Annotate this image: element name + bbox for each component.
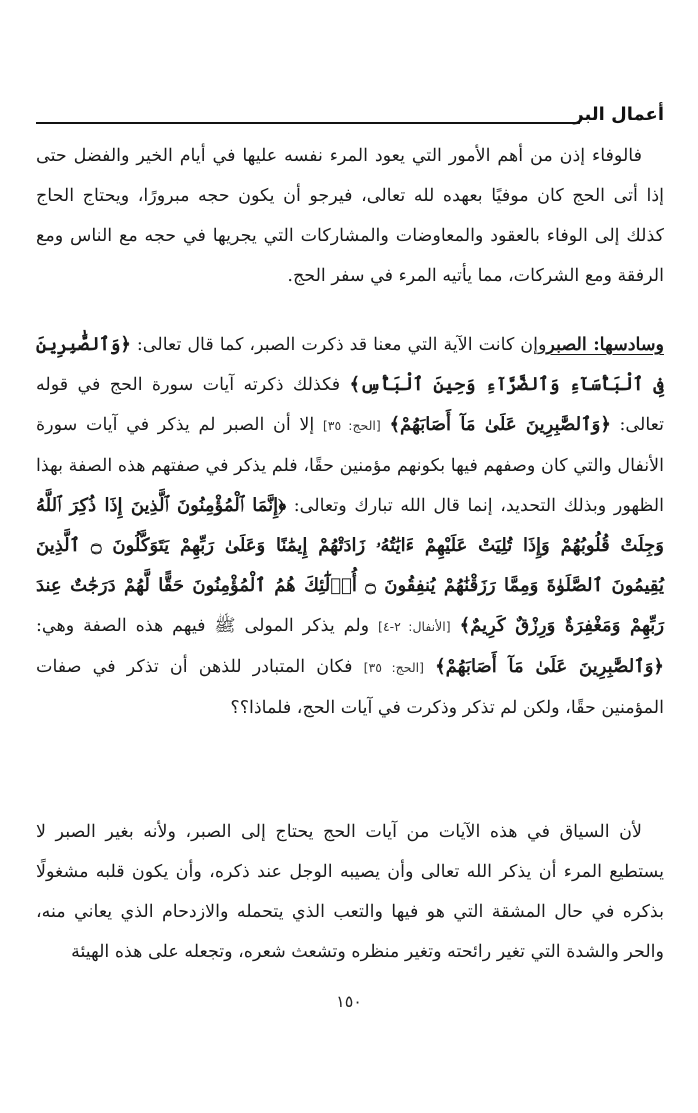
header-rule [36,122,580,124]
verse-reference-3: [الحج: ٣٥] [363,660,424,675]
page-number: ١٥٠ [336,992,362,1011]
paragraph-2-sentence-5: فكان المتبادر للذهن أن تذكر في صفات المؤمنين حقًا، ولكن لم تذكر وذكرت في آيات الحج، فلماذا؟؟ [36,657,664,718]
running-header-title: أعمال البر [573,104,664,125]
paragraph-1-text: فالوفاء إذن من أهم الأمور التي يعود المرء نفسه عليها في أيام الخير والفضل حتى إذا أتى الحج كان موفيًا بعهده لله تعالى، فيرجو أن يكون حجه مبرورًا، ويحتاج الحاج كذلك إلى الوفاء بالعقود والمعاوضات والمشاركات التي يجريها في حجه مع الناس ومع الرفقة ومع الشركات، مما يأتيه المرء في سفر الحج. [36,146,664,286]
paragraph-2-sentence-1: وإن كانت الآية التي معنا قد ذكرت الصبر، كما قال تعالى: [136,335,547,355]
quran-verse-1: ﴿وَٱلصَّٰبِرِينَ فِى ٱلْبَأْسَآءِ وَٱلضَّرَّآءِ وَحِينَ ٱلْبَأْسِ﴾ [36,334,664,395]
verse-reference-1: [الحج: ٣٥] [322,418,381,433]
paragraph-2-sentence-4: ولم يذكر المولى ﷺ فيهم هذه الصفة وهي: [36,616,370,636]
paragraph-2-sentence-2: فكذلك ذكرته آيات سورة الحج في قوله تعالى: [36,375,664,435]
paragraph-3 [36,812,664,972]
paragraph-3-text: لأن السياق في هذه الآيات من آيات الحج يحتاج إلى الصبر، ولأنه بغير الصبر لا يستطيع المرء أن يذكر الله تعالى وأن يصيبه الوجل عند ذكره، وأن يكون قلبه مشغولًا بذكره في حال المشقة التي هو فيها والتعب الذي يتحمله والازدحام الذي يعاني منه، والحر والشدة التي تغير رائحته وتغير منظره وتشعث شعره، وتجعله على هذه الهيئة [36,822,664,962]
quran-verse-2: ﴿وَٱلصَّٰبِرِينَ عَلَىٰ مَآ أَصَابَهُمْ﴾ [389,414,611,435]
section-heading-patience: وسادسها: الصبر [546,335,664,355]
quran-verse-3: ﴿إِنَّمَا ٱلْمُؤْمِنُونَ ٱلَّذِينَ إِذَا ذُكِرَ ٱللَّهُ وَجِلَتْ قُلُوبُهُمْ وَإِذَا تُلِيَتْ عَلَيْهِمْ ءَايَٰتُهُۥ زَادَتْهُمْ إِيمَٰنًا وَعَلَىٰ رَبِّهِمْ يَتَوَكَّلُونَ ۝ ٱلَّذِينَ يُقِيمُونَ ٱلصَّلَوٰةَ وَمِمَّا رَزَقْنَٰهُمْ يُنفِقُونَ ۝ أُو۟لَٰٓئِكَ هُمُ ٱلْمُؤْمِنُونَ حَقًّا لَّهُمْ دَرَجَٰتٌ عِندَ رَبِّهِمْ وَمَغْفِرَةٌ وَرِزْقٌ كَرِيمٌ﴾ [36,495,665,636]
paragraph-2-sentence-3: إلا أن الصبر لم يذكر في آيات سورة الأنفال والتي كان وصفهم فيها بكونهم مؤمنين حقًا، فلم يذكر في صفتهم هذه الصفة بهذا الظهور وبذلك التحديد، إنما قال الله تبارك وتعالى: [36,415,664,516]
verse-reference-2: [الأنفال: ٢-٤] [378,619,451,634]
paragraph-1 [36,136,664,296]
running-header [36,98,664,134]
quran-verse-4: ﴿وَٱلصَّٰبِرِينَ عَلَىٰ مَآ أَصَابَهُمْ﴾ [435,656,664,677]
paragraph-2 [36,325,664,728]
